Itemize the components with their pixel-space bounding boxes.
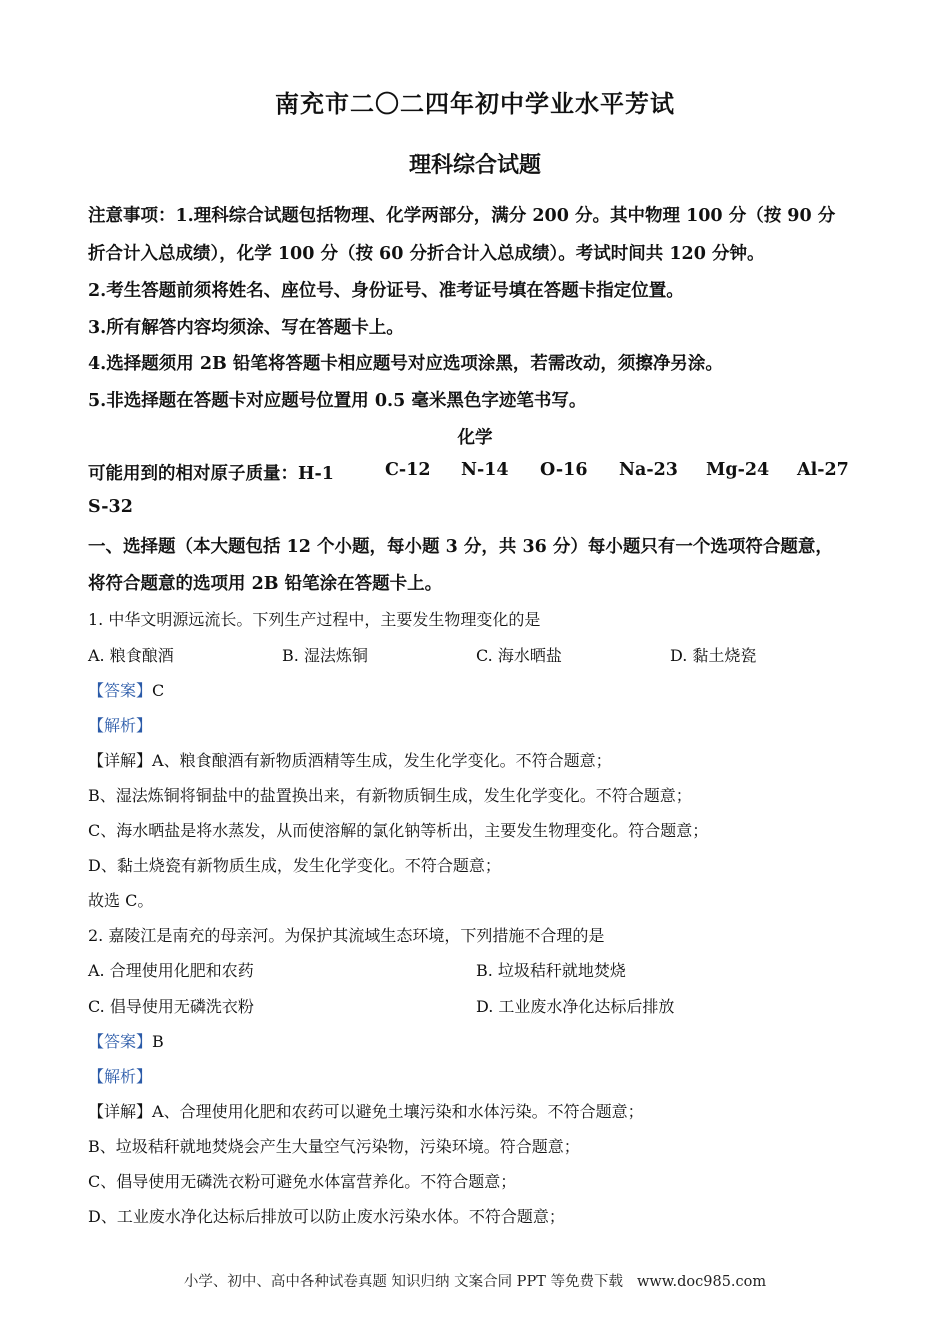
q1-answer: C bbox=[152, 681, 165, 700]
part-one-heading-2: 将符合题意的选项用 2B 铅笔涂在答题卡上。 bbox=[88, 574, 443, 594]
q1-option-b: B. 湿法炼铜 bbox=[282, 646, 368, 665]
q2-answer: B bbox=[152, 1032, 164, 1051]
q2-answer-row bbox=[88, 1029, 164, 1052]
q2-detail-b: B、垃圾秸秆就地焚烧会产生大量空气污染物，污染环境。符合题意； bbox=[88, 1137, 580, 1156]
q1-detail-a-row bbox=[88, 748, 612, 771]
q2-analysis-tag: 【解析】 bbox=[88, 1067, 153, 1086]
notice-line-1: 注意事项：1.理科综合试题包括物理、化学两部分，满分 200 分。其中物理 100 分（按 90 分 bbox=[88, 206, 836, 226]
q1-detail-c: C、海水晒盐是将水蒸发，从而使溶解的氯化钠等析出，主要发生物理变化。符合题意； bbox=[88, 821, 709, 840]
atomic-mass-last: S-32 bbox=[88, 497, 133, 517]
q1-detail-tag: 【详解】 bbox=[88, 751, 153, 770]
notice-line-3: 2.考生答题前须将姓名、座位号、身份证号、准考证号填在答题卡指定位置。 bbox=[88, 281, 684, 301]
exam-title: 南充市二〇二四年初中学业水平芳试 bbox=[275, 89, 675, 118]
footer-text: 小学、初中、高中各种试卷真题 知识归纳 文案合同 PPT 等免费下载 bbox=[183, 1274, 623, 1290]
part-one-heading-1: 一、选择题（本大题包括 12 个小题，每小题 3 分，共 36 分）每小题只有一个选项符合题意， bbox=[88, 537, 833, 557]
notice-line-6: 5.非选择题在答题卡对应题号位置用 0.5 毫米黑色字迹笔书写。 bbox=[88, 391, 587, 411]
atomic-mass-item: Al-27 bbox=[797, 460, 849, 480]
q1-conclusion: 故选 C。 bbox=[88, 891, 154, 910]
notice-line-5: 4.选择题须用 2B 铅笔将答题卡相应题号对应选项涂黑，若需改动，须擦净另涂。 bbox=[88, 354, 723, 374]
footer-link[interactable]: www.doc985.com bbox=[636, 1274, 767, 1290]
q1-analysis-tag: 【解析】 bbox=[88, 716, 153, 735]
q2-option-d: D. 工业废水净化达标后排放 bbox=[476, 997, 675, 1016]
atomic-mass-label: 可能用到的相对原子质量：H-1 bbox=[88, 464, 334, 484]
q2-answer-tag: 【答案】 bbox=[88, 1032, 153, 1051]
question-1-stem: 1. 中华文明源远流长。下列生产过程中，主要发生物理变化的是 bbox=[88, 610, 541, 629]
q2-option-a: A. 合理使用化肥和农药 bbox=[88, 961, 254, 980]
q1-option-c: C. 海水晒盐 bbox=[476, 646, 562, 665]
q1-detail-b: B、湿法炼铜将铜盐中的盐置换出来，有新物质铜生成，发生化学变化。不符合题意； bbox=[88, 786, 692, 805]
atomic-mass-item: O-16 bbox=[540, 460, 588, 480]
atomic-mass-item: C-12 bbox=[385, 460, 431, 480]
q1-detail-d: D、黏土烧瓷有新物质生成，发生化学变化。不符合题意； bbox=[88, 856, 501, 875]
q2-detail-c: C、倡导使用无磷洗衣粉可避免水体富营养化。不符合题意； bbox=[88, 1172, 517, 1191]
q1-answer-row bbox=[88, 678, 164, 701]
q2-detail-a: A、合理使用化肥和农药可以避免土壤污染和水体污染。不符合题意； bbox=[152, 1102, 644, 1121]
atomic-mass-item: Mg-24 bbox=[706, 460, 770, 480]
section-title-chemistry: 化学 bbox=[457, 428, 493, 448]
q1-answer-tag: 【答案】 bbox=[88, 681, 153, 700]
q2-option-b: B. 垃圾秸秆就地焚烧 bbox=[476, 961, 626, 980]
atomic-mass-item: N-14 bbox=[461, 460, 509, 480]
q1-detail-a: A、粮食酿酒有新物质酒精等生成，发生化学变化。不符合题意； bbox=[152, 751, 612, 770]
q2-detail-d: D、工业废水净化达标后排放可以防止废水污染水体。不符合题意； bbox=[88, 1207, 565, 1226]
q2-option-c: C. 倡导使用无磷洗衣粉 bbox=[88, 997, 254, 1016]
q1-option-a: A. 粮食酿酒 bbox=[88, 646, 174, 665]
q2-detail-tag: 【详解】 bbox=[88, 1102, 153, 1121]
notice-line-4: 3.所有解答内容均须涂、写在答题卡上。 bbox=[88, 318, 404, 338]
page-footer bbox=[0, 1270, 950, 1291]
notice-line-2: 折合计入总成绩），化学 100 分（按 60 分折合计入总成绩）。考试时间共 120 分钟。 bbox=[88, 244, 765, 264]
q2-detail-a-row bbox=[88, 1099, 644, 1122]
q1-option-d: D. 黏土烧瓷 bbox=[670, 646, 757, 665]
question-2-stem: 2. 嘉陵江是南充的母亲河。为保护其流域生态环境，下列措施不合理的是 bbox=[88, 926, 605, 945]
exam-subtitle: 理科综合试题 bbox=[408, 152, 541, 178]
atomic-mass-item: Na-23 bbox=[619, 460, 678, 480]
